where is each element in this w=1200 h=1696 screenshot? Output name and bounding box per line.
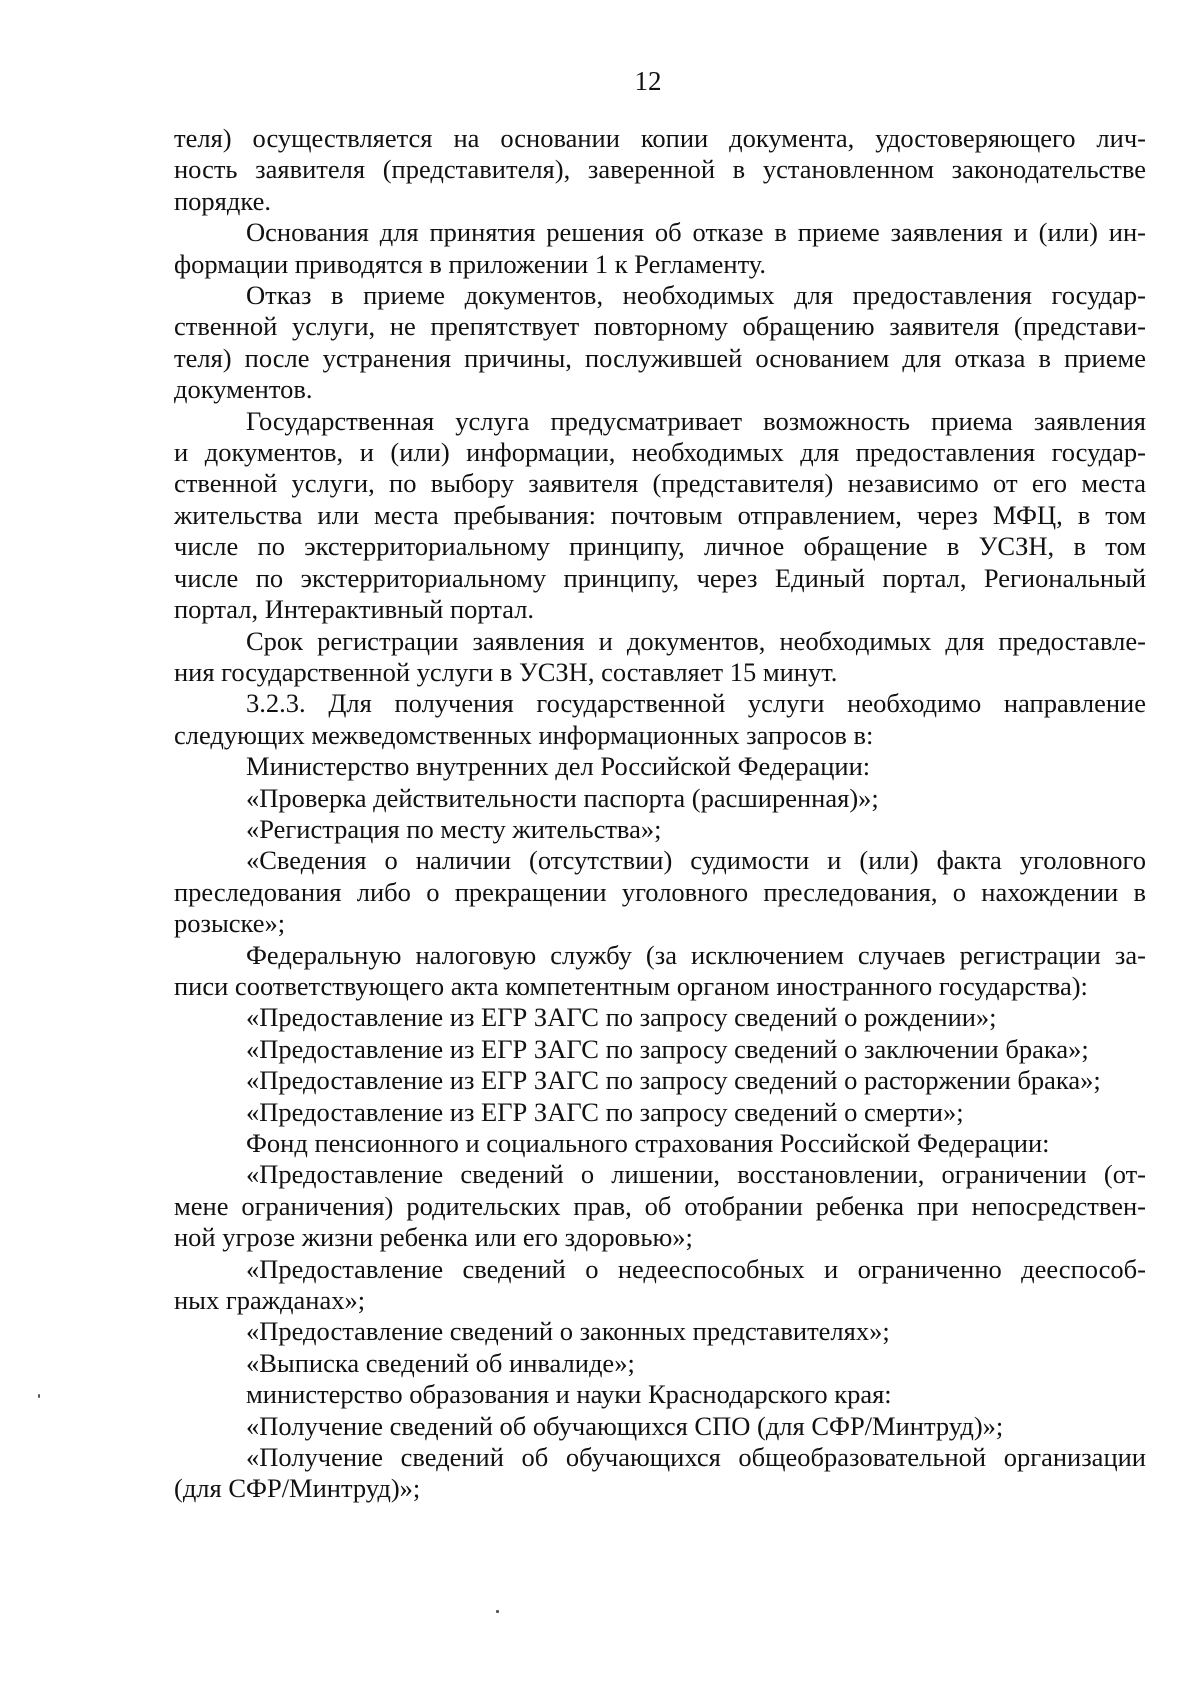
- text-line: портал, Интерактивный портал.: [174, 594, 535, 625]
- text-line: и документов, и (или) информации, необходимых для предоставления государ-: [174, 437, 1146, 468]
- page-number: 12: [634, 66, 662, 96]
- text-line: розыске»;: [174, 908, 286, 939]
- scan-speck: [38, 1394, 40, 1398]
- text-line: «Выписка сведений об инвалиде»;: [246, 1347, 635, 1378]
- text-line: Фонд пенсионного и социального страхования Российской Федерации:: [246, 1128, 1050, 1158]
- text-line: «Предоставление из ЕГР ЗАГС по запросу сведений о смерти»;: [246, 1096, 964, 1127]
- paragraph: [174, 1159, 1146, 1253]
- text-line: «Предоставление сведений о лишении, восстановлении, ограничении (от-: [246, 1159, 1146, 1190]
- paragraph: [174, 1316, 1146, 1347]
- paragraph: [174, 814, 1146, 845]
- text-line: «Получение сведений об обучающихся СПО (для СФР/Минтруд)»;: [246, 1410, 1004, 1441]
- text-line: Основания для принятия решения об отказе в приеме заявления и (или) ин-: [246, 217, 1146, 248]
- text-line: (для СФР/Минтруд)»;: [174, 1473, 421, 1504]
- paragraph: [174, 406, 1146, 626]
- text-line: числе по экстерриториальному принципу, личное обращение в УСЗН, в том: [174, 531, 1146, 562]
- text-line: документов.: [174, 374, 313, 405]
- paragraph: [174, 1034, 1146, 1065]
- paragraph: [174, 1254, 1146, 1317]
- scan-speck: [496, 1610, 499, 1613]
- paragraph: [174, 1065, 1146, 1096]
- paragraph: [174, 940, 1146, 1003]
- paragraph: [174, 1097, 1146, 1128]
- text-line: теля) осуществляется на основании копии документа, удостоверяющего лич-: [174, 123, 1146, 153]
- text-line: «Предоставление из ЕГР ЗАГС по запросу сведений о расторжении брака»;: [246, 1065, 1101, 1096]
- text-line: писи соответствующего акта компетентным органом иностранного государства):: [174, 970, 1088, 1001]
- paragraph: [174, 751, 1146, 782]
- text-line: «Предоставление сведений о недееспособных и ограниченно дееспособ-: [246, 1253, 1146, 1284]
- paragraph: [174, 280, 1146, 406]
- text-line: 3.2.3. Для получения государственной услуги необходимо направление: [246, 688, 1146, 719]
- paragraph: [174, 1411, 1146, 1442]
- text-line: ственной услуги, не препятствует повторному обращению заявителя (представи-: [174, 311, 1146, 342]
- paragraph: [174, 1128, 1146, 1159]
- text-line: «Проверка действительности паспорта (расширенная)»;: [246, 782, 879, 813]
- paragraph: [174, 845, 1146, 939]
- text-line: Министерство внутренних дел Российской Федерации:: [246, 751, 871, 782]
- text-line: «Регистрация по месту жительства»;: [246, 813, 662, 844]
- text-line: ственной услуги, по выбору заявителя (представителя) независимо от его места: [174, 468, 1146, 499]
- paragraph: [174, 688, 1146, 751]
- text-line: следующих межведомственных информационных запросов в:: [174, 719, 874, 750]
- text-line: «Получение сведений об обучающихся общеобразовательной организации: [246, 1442, 1146, 1473]
- text-line: жительства или места пребывания: почтовым отправлением, через МФЦ, в том: [174, 499, 1146, 530]
- text-line: «Сведения о наличии (отсутствии) судимости и (или) факта уголовного: [246, 845, 1146, 876]
- paragraph: [174, 1442, 1146, 1505]
- paragraph: [174, 1379, 1146, 1410]
- text-line: Государственная услуга предусматривает возможность приема заявления: [246, 405, 1146, 436]
- text-line: преследования либо о прекращении уголовного преследования, о нахождении в: [174, 876, 1146, 907]
- text-line: ния государственной услуги в УСЗН, составляет 15 минут.: [174, 656, 838, 687]
- text-line: Федеральную налоговую службу (за исключением случаев регистрации за-: [246, 939, 1146, 970]
- paragraph: [174, 217, 1146, 280]
- text-line: министерство образования и науки Краснодарского края:: [246, 1379, 892, 1410]
- paragraph: [174, 1002, 1146, 1033]
- text-line: теля) после устранения причины, послужившей основанием для отказа в приеме: [174, 342, 1146, 373]
- text-line: «Предоставление сведений о законных представителях»;: [246, 1316, 890, 1347]
- paragraph: [174, 783, 1146, 814]
- paragraph: [174, 1348, 1146, 1379]
- text-line: числе по экстерриториальному принципу, через Единый портал, Региональный: [174, 562, 1146, 593]
- text-line: «Предоставление из ЕГР ЗАГС по запросу сведений о рождении»;: [246, 1002, 997, 1033]
- paragraph: [174, 123, 1146, 217]
- text-line: Отказ в приеме документов, необходимых для предоставления государ-: [246, 280, 1146, 311]
- text-line: ность заявителя (представителя), заверенной в установленном законодательстве: [174, 154, 1146, 185]
- text-line: порядке.: [174, 185, 271, 216]
- document-body: [174, 123, 1146, 1505]
- text-line: Срок регистрации заявления и документов, необходимых для предоставле-: [246, 625, 1146, 656]
- text-line: «Предоставление из ЕГР ЗАГС по запросу сведений о заключении брака»;: [246, 1033, 1089, 1064]
- text-line: формации приводятся в приложении 1 к Регламенту.: [174, 248, 767, 279]
- text-line: мене ограничения) родительских прав, об отобрании ребенка при непосредствен-: [174, 1190, 1146, 1221]
- text-line: ной угрозе жизни ребенка или его здоровью»;: [174, 1222, 693, 1253]
- paragraph: [174, 626, 1146, 689]
- text-line: ных гражданах»;: [174, 1285, 366, 1316]
